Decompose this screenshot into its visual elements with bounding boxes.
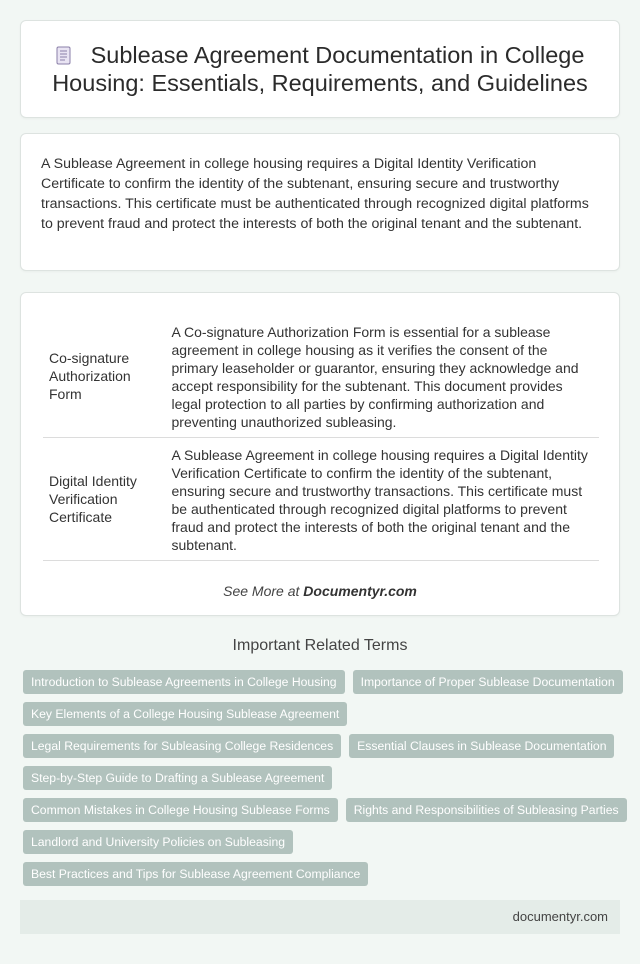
table-row bbox=[43, 315, 599, 438]
intro-text: A Sublease Agreement in college housing requires a Digital Identity Verification Certificate to confirm the identity of the subtenant, ensuring secure and trustworthy transactions. This certificate must be authenticated through recognized digital platforms to prevent fraud and protect the interests of both the original tenant and the subtenant. bbox=[41, 156, 589, 232]
see-more-link[interactable] bbox=[43, 583, 597, 599]
table-description-cell: A Co-signature Authorization Form is essential for a sublease agreement in college housing as it verifies the consent of the primary leaseholder or guarantor, ensuring they acknowledge and accept responsibility for the subtenant. This document provides legal protection to all parties by confirming authorization and preventing unauthorized subleasing. bbox=[163, 315, 599, 438]
table-term-cell: Co-signature Authorization Form bbox=[43, 315, 163, 438]
footer-site-link[interactable]: documentyr.com bbox=[512, 909, 608, 924]
tag-row bbox=[23, 798, 623, 822]
footer bbox=[20, 900, 620, 934]
documents-table bbox=[43, 315, 599, 561]
see-more-prefix: See More at bbox=[223, 583, 304, 599]
document-icon bbox=[56, 46, 71, 65]
related-term-tag[interactable]: Step-by-Step Guide to Drafting a Sublease Agreement bbox=[23, 766, 332, 790]
related-terms-tags bbox=[23, 670, 623, 894]
page-title bbox=[43, 41, 597, 97]
related-term-tag[interactable]: Essential Clauses in Sublease Documentation bbox=[349, 734, 614, 758]
intro-card bbox=[20, 133, 620, 271]
tag-row bbox=[23, 862, 623, 886]
documents-table-card bbox=[20, 292, 620, 616]
page-title-text: Sublease Agreement Documentation in College Housing: Essentials, Requirements, and Guidelines bbox=[52, 42, 588, 96]
related-terms-heading: Important Related Terms bbox=[232, 637, 408, 654]
tag-row bbox=[23, 670, 623, 694]
related-term-tag[interactable]: Best Practices and Tips for Sublease Agreement Compliance bbox=[23, 862, 368, 886]
tag-row bbox=[23, 830, 623, 854]
related-term-tag[interactable]: Landlord and University Policies on Subleasing bbox=[23, 830, 293, 854]
see-more-site: Documentyr.com bbox=[303, 583, 417, 599]
related-term-tag[interactable]: Common Mistakes in College Housing Sublease Forms bbox=[23, 798, 338, 822]
title-card bbox=[20, 20, 620, 118]
related-term-tag[interactable]: Key Elements of a College Housing Sublease Agreement bbox=[23, 702, 347, 726]
tag-row bbox=[23, 702, 623, 726]
table-row bbox=[43, 438, 599, 561]
table-term-cell: Digital Identity Verification Certificate bbox=[43, 438, 163, 561]
related-term-tag[interactable]: Legal Requirements for Subleasing College Residences bbox=[23, 734, 341, 758]
tag-row bbox=[23, 734, 623, 758]
related-term-tag[interactable]: Introduction to Sublease Agreements in College Housing bbox=[23, 670, 345, 694]
tag-row bbox=[23, 766, 623, 790]
related-term-tag[interactable]: Importance of Proper Sublease Documentation bbox=[353, 670, 623, 694]
table-description-cell: A Sublease Agreement in college housing requires a Digital Identity Verification Certificate to confirm the identity of the subtenant, ensuring secure and trustworthy transactions. This certificate must be authenticated through recognized digital platforms to prevent fraud and protect the interests of both the original tenant and the subtenant. bbox=[163, 438, 599, 561]
related-term-tag[interactable]: Rights and Responsibilities of Subleasing Parties bbox=[346, 798, 627, 822]
